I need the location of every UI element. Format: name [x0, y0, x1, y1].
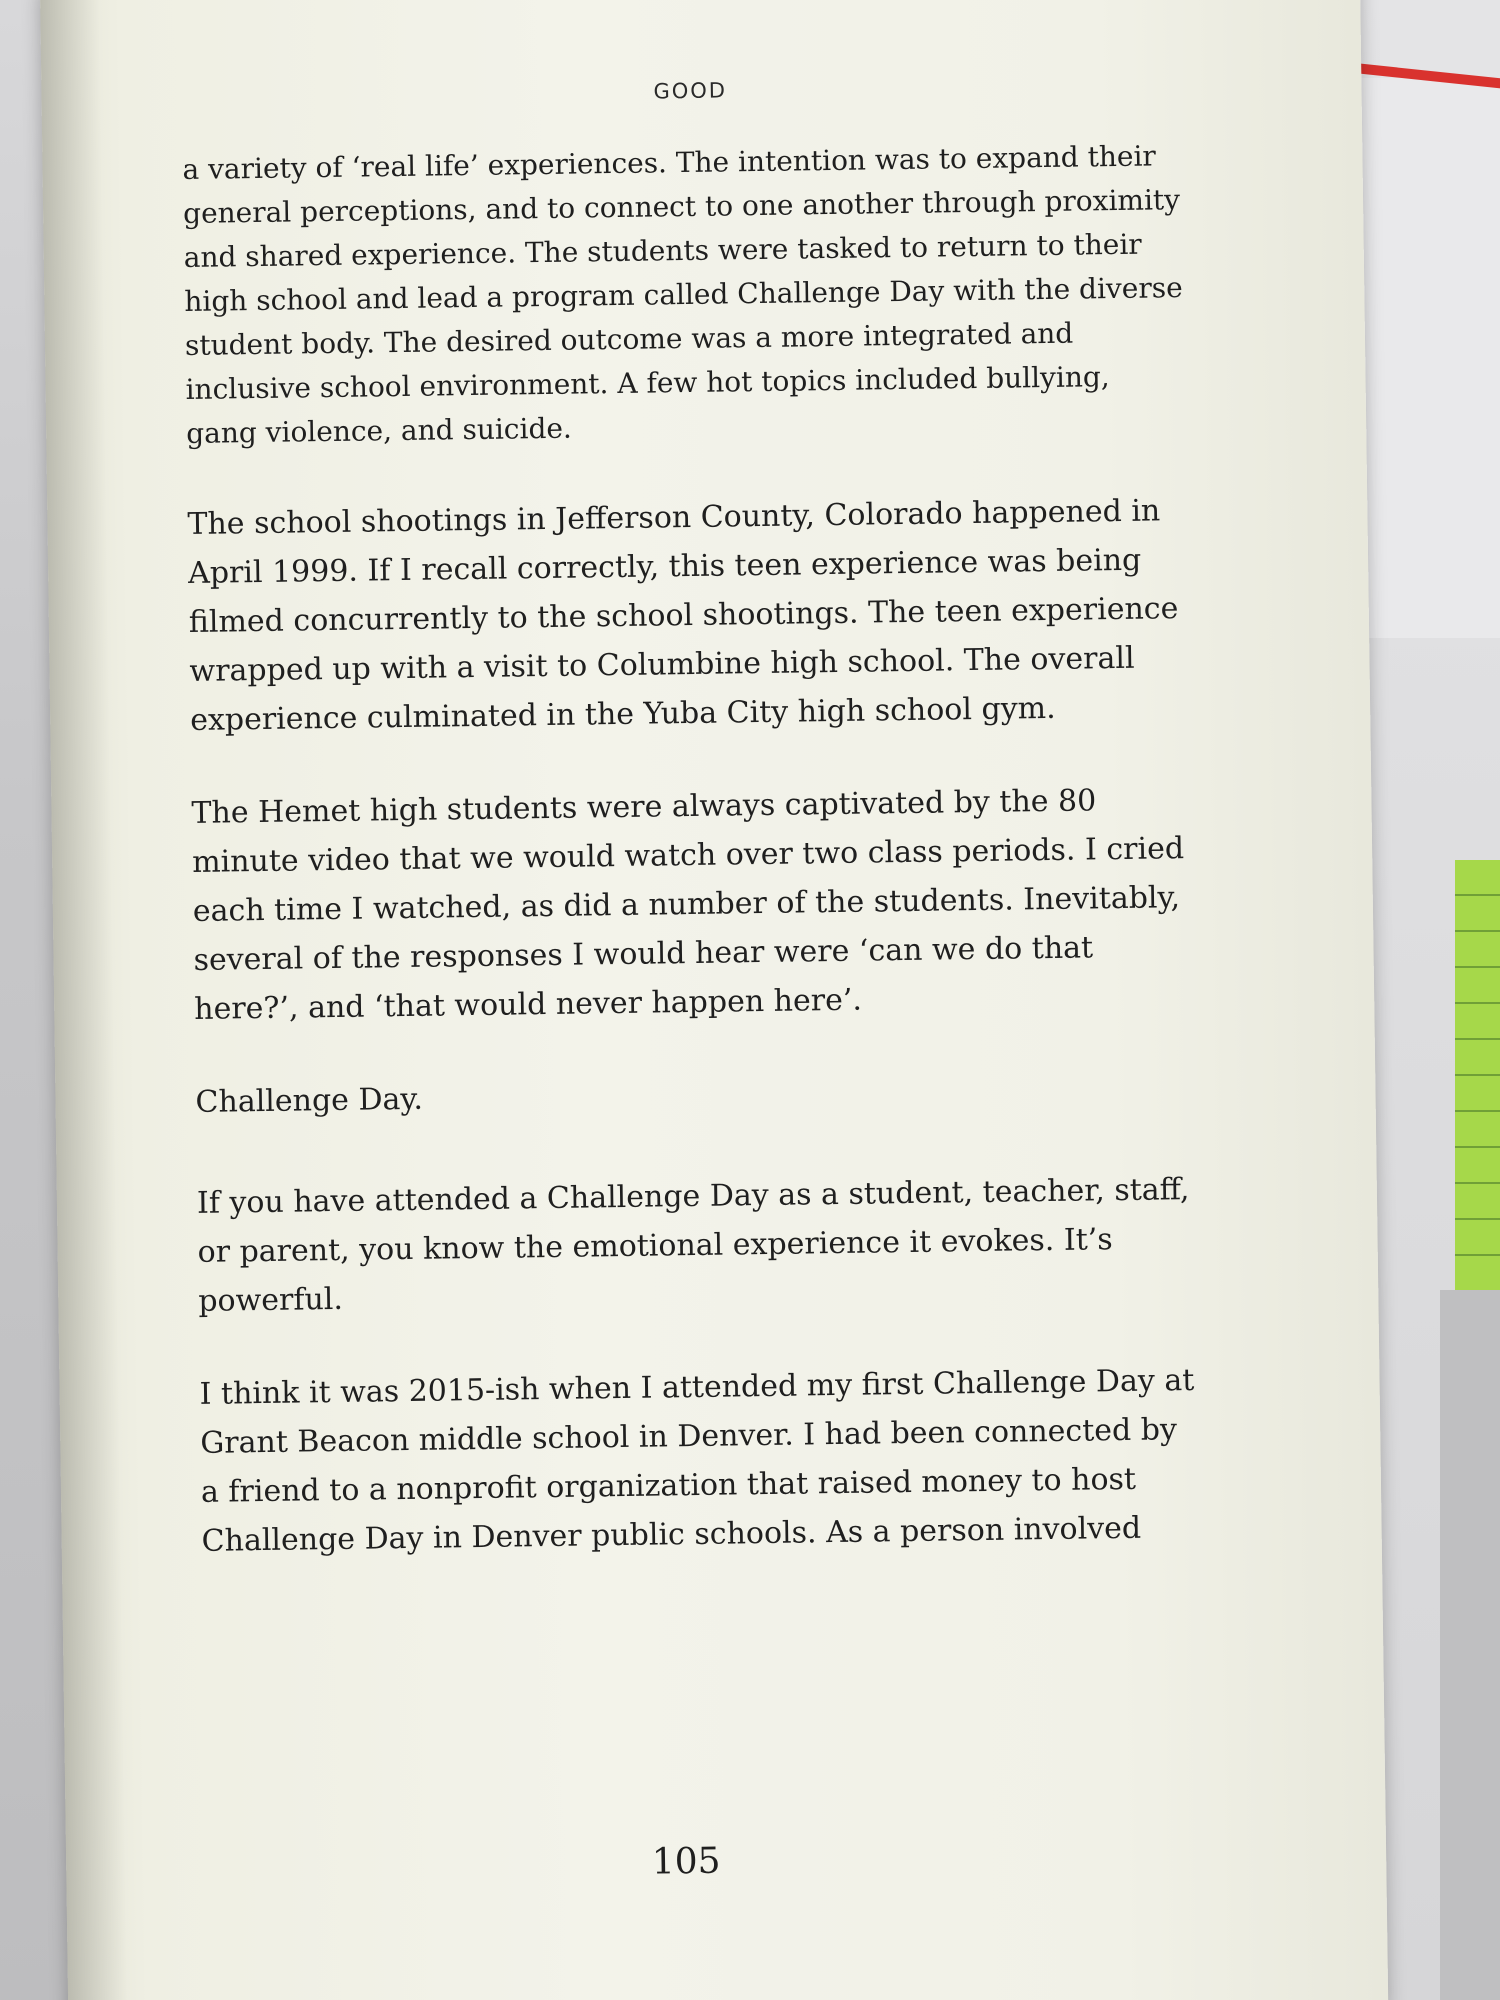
- book-page: [40, 0, 1388, 2000]
- desk-edge: [1440, 1290, 1500, 2000]
- paragraph-3: The Hemet high students were always captivated by the 80 minute video that we would watch over two class periods. I cried each time I watched, as did a number of the students. Inevitably, several of the responses I would hear were ‘can we do that here?’, and ‘that would never happen here’.: [191, 783, 1185, 1027]
- paragraph-2: The school shootings in Jefferson County, Colorado happened in April 1999. If I recall correctly, this teen experience was being filmed concurrently to the school shootings. The teen experience wrapped up with a visit to Columbine high school. The overall experience culminated in the Yuba City high school gym.: [187, 493, 1179, 738]
- green-notepad-lines: [1455, 860, 1500, 1320]
- paragraph-4: Challenge Day.: [195, 1081, 424, 1120]
- running-head: GOOD: [653, 78, 728, 104]
- body-text: [182, 134, 1202, 1610]
- paragraph-6: I think it was 2015-ish when I attended my first Challenge Day at Grant Beacon middle school in Denver. I had been connected by a friend to a nonprofit organization that raised money to host Challenge Day in Denver public schools. As a person involved: [199, 1363, 1195, 1559]
- paragraph-5: If you have attended a Challenge Day as a student, teacher, staff, or parent, you know the emotional experience it evokes. It’s powerful.: [196, 1172, 1190, 1319]
- page-number: 105: [651, 1840, 721, 1883]
- paragraph-1: a variety of ‘real life’ experiences. The intention was to expand their general perceptions, and to connect to one another through proximity and shared experience. The students were tasked to return to their high school and lead a program called Challenge Day with the diverse student body. The desired outcome was a more integrated and inclusive school environment. A few hot topics included bullying, gang violence, and suicide.: [182, 139, 1183, 451]
